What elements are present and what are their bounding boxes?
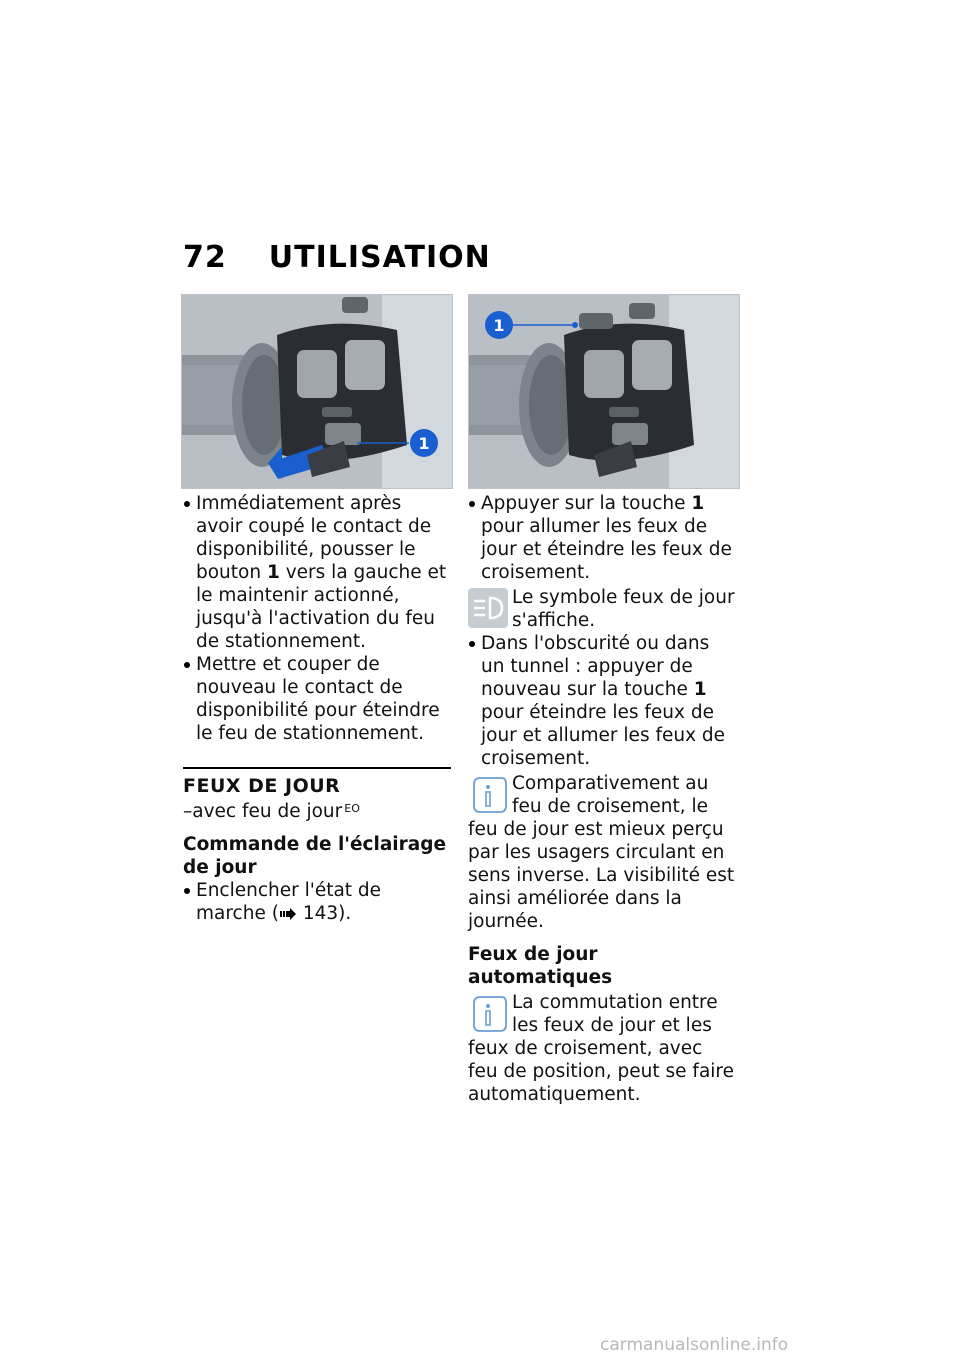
symbol-note: Le symbole feux de jour s'affiche. [468, 586, 736, 632]
info-icon [468, 993, 508, 1033]
handlebar-illustration-right [469, 295, 739, 488]
right-column [468, 492, 736, 1106]
section-divider [183, 767, 451, 769]
daytime-light-symbol-icon [468, 588, 508, 628]
list-item: Mettre et couper de nouveau le contact de disponibilité pour éteindre le feu de stationnement. [183, 653, 451, 745]
handlebar-illustration-left [182, 295, 452, 488]
subheading: Feux de jour automatiques [468, 944, 613, 988]
option-line: –avec feu de jour $^{EO}$ [183, 801, 360, 822]
figure-callout-1: 1 [493, 316, 505, 335]
page-title: UTILISATION [268, 240, 491, 275]
figure-callout-1: 1 [418, 434, 430, 453]
page-number: 72 [183, 240, 227, 275]
info-note: Comparativement au feu de croisement, le feu de jour est mieux perçu par les usagers circulant en sens inverse. La visibilité est ainsi améliorée dans la journée. [468, 773, 735, 932]
option-code: EO [344, 802, 360, 815]
subheading: Commande de l'éclairage de jour [183, 834, 447, 878]
list-item: Enclencher l'état de marche ( 143). [183, 879, 451, 925]
list-item: Immédiatement après avoir coupé le contact de disponibilité, pousser le bouton 1 vers la gauche et le maintenir actionné, jusqu'à l'activation du feu de stationnement. [183, 492, 451, 653]
info-icon [468, 774, 508, 814]
section-title: FEUX DE JOUR [183, 775, 341, 797]
left-column [183, 492, 451, 925]
handlebar-photo-left [181, 294, 453, 489]
info-note: La commutation entre les feux de jour et les feux de croisement, avec feu de position, peut se faire automatiquement. [468, 992, 735, 1105]
watermark: carmanualsonline.info [600, 1335, 789, 1355]
list-item: Dans l'obscurité ou dans un tunnel : appuyer de nouveau sur la touche 1 pour éteindre les feux de jour et allumer les feux de croisement. [468, 632, 736, 770]
page-header [183, 240, 491, 275]
handlebar-photo-right [468, 294, 740, 489]
list-item: Appuyer sur la touche 1 pour allumer les feux de jour et éteindre les feux de croisement. [468, 492, 736, 584]
arrow-reference-icon [279, 908, 297, 920]
